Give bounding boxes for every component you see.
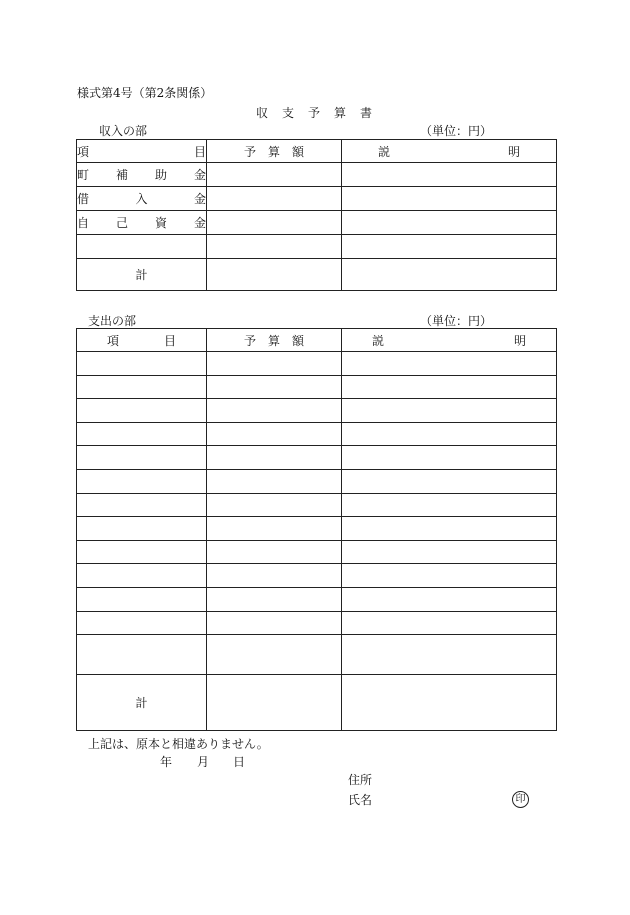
expense-note-cell [342,517,557,541]
expense-item-cell [77,587,207,611]
expense-note-cell [342,635,557,675]
income-total-note [342,259,557,291]
expense-budget-cell [207,399,342,423]
expense-budget-cell [207,587,342,611]
expense-row [77,540,557,564]
income-total-label: 計 [77,259,207,291]
expense-row [77,493,557,517]
expense-item-cell [77,352,207,376]
expense-total-note [342,675,557,731]
expense-total-row [77,675,557,731]
expense-header-budget: 予 算 額 [207,329,342,352]
expense-item-cell [77,446,207,470]
expense-row [77,352,557,376]
expense-note-cell [342,399,557,423]
expense-note-cell [342,446,557,470]
income-item-cell [77,235,207,259]
expense-budget-cell [207,446,342,470]
expense-section-title: 支出の部 [88,314,137,328]
income-note-cell [342,235,557,259]
expense-note-cell [342,587,557,611]
income-row [77,163,557,187]
expense-row [77,469,557,493]
income-header-budget: 予 算 額 [207,140,342,163]
expense-budget-cell [207,564,342,588]
date-year-label: 年 [160,755,173,769]
income-item-cell: 町 補 助 金 [77,163,207,187]
expense-budget-cell [207,469,342,493]
income-unit-label: （単位：円） [420,124,493,138]
expense-table [76,328,557,731]
expense-item-cell [77,493,207,517]
income-budget-cell [207,211,342,235]
expense-budget-cell [207,375,342,399]
income-row [77,235,557,259]
income-total-budget [207,259,342,291]
expense-unit-label: （単位：円） [420,314,493,328]
expense-budget-cell [207,611,342,635]
expense-item-cell [77,517,207,541]
income-item-cell: 自 己 資 金 [77,211,207,235]
income-section-title: 収入の部 [99,124,148,138]
expense-row [77,446,557,470]
expense-budget-cell [207,517,342,541]
expense-item-cell [77,399,207,423]
expense-budget-cell [207,493,342,517]
expense-note-cell [342,422,557,446]
expense-item-cell [77,635,207,675]
income-total-row [77,259,557,291]
expense-note-cell [342,564,557,588]
expense-row [77,422,557,446]
expense-note-cell [342,611,557,635]
expense-note-cell [342,540,557,564]
expense-header-note: 説 明 [342,329,557,352]
document-title: 収 支 予 算 書 [256,106,374,120]
address-label: 住所 [348,773,373,787]
expense-item-cell [77,564,207,588]
income-note-cell [342,187,557,211]
expense-item-cell [77,375,207,399]
income-budget-cell [207,235,342,259]
name-label: 氏名 [348,793,373,807]
income-table [76,139,557,291]
expense-item-cell [77,422,207,446]
date-month-label: 月 [197,755,210,769]
expense-row [77,375,557,399]
expense-item-cell [77,611,207,635]
income-note-cell [342,163,557,187]
income-item-cell: 借 入 金 [77,187,207,211]
expense-total-label: 計 [77,675,207,731]
income-row [77,187,557,211]
income-header-note: 説 明 [342,140,557,163]
income-row [77,211,557,235]
expense-header-item: 項 目 [77,329,207,352]
expense-header-row [77,329,557,352]
income-budget-cell [207,163,342,187]
expense-row [77,587,557,611]
expense-note-cell [342,493,557,517]
expense-note-cell [342,352,557,376]
expense-note-cell [342,375,557,399]
form-label: 様式第4号（第2条関係） [77,86,213,100]
expense-budget-cell [207,540,342,564]
income-header-item: 項 目 [77,140,207,163]
expense-budget-cell [207,352,342,376]
expense-budget-cell [207,422,342,446]
expense-item-cell [77,469,207,493]
income-budget-cell [207,187,342,211]
income-note-cell [342,211,557,235]
expense-row [77,635,557,675]
expense-item-cell [77,540,207,564]
expense-budget-cell [207,635,342,675]
certification-text: 上記は、原本と相違ありません。 [88,737,269,751]
expense-row [77,564,557,588]
expense-note-cell [342,469,557,493]
income-header-row [77,140,557,163]
expense-row [77,399,557,423]
expense-total-budget [207,675,342,731]
date-day-label: 日 [233,755,246,769]
seal-mark-icon: 印 [512,791,529,808]
expense-row [77,611,557,635]
expense-row [77,517,557,541]
